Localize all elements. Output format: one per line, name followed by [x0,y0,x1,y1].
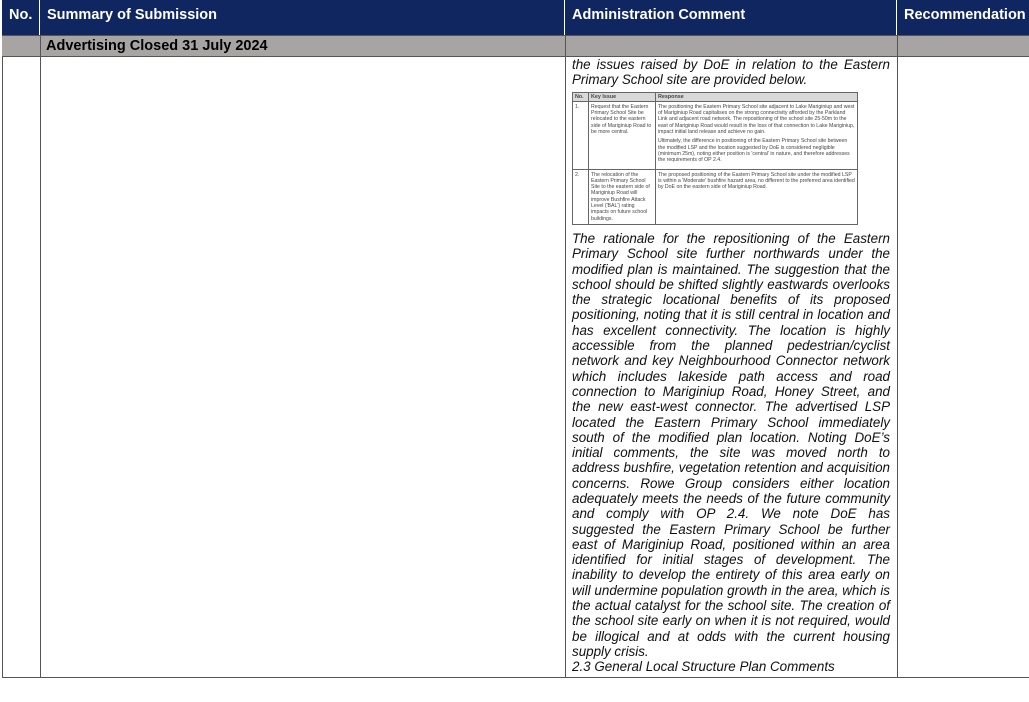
band-divider [565,35,566,57]
admin-comment-cell [572,57,890,675]
col-divider [2,57,3,677]
inner-row-issue: Request that the Eastern Primary School Site be relocated to the eastern side of Mariginiup Road to be more central. [589,101,656,169]
key-issue-table [572,92,858,225]
col-divider [565,57,566,677]
inner-header-response: Response [656,92,858,101]
header-admin-label: Administration Comment [572,7,746,23]
inner-header-issue: Key Issue [589,92,656,101]
header-admin [565,0,897,35]
band-divider [40,35,41,57]
inner-row-response-para: Ultimately, the difference in positioning of the Eastern Primary School site between the modified LSP and the location suggested by DoE is considered negligible (minimum 25m), noting either position is 'central' in nature, and therefore addresses the requirements of OP 2.4. [658,138,850,164]
inner-row-no: 1. [573,101,589,169]
table-row [573,101,858,169]
admin-comment-paragraph: The rationale for the repositioning of the Eastern Primary School site further northwards under the modified plan is maintained. The suggestion that the school should be shifted slightly eastwards overlooks the strategic locational benefits of its proposed positioning, noting that it is still central in location and has excellent connectivity. The location is highly accessible from the planned pedestrian/cyclist network and key Neighbourhood Connector network which includes lakeside path access and road connection to Mariginiup Road, Honey Street, and the new east-west connector. The advertised LSP located the Eastern Primary School immediately south of the modified plan location. Noting DoE’s initial comments, the site was moved north to address bushfire, vegetation retention and acquisition concerns. Rowe Group considers either location adequately meets the needs of the future community and comply with OP 2.4. We note DoE has suggested the Eastern Primary School be further east of Mariginiup Road, positioned within an area identified for initial stages of development. The inability to develop the entirety of this area early on will undermine population growth in the area, which is the actual catalyst for the school site. The creation of the school site early on when it is not required, would be illogical and at odds with the current housing supply crisis. [572,230,890,659]
header-summary [40,0,565,35]
table-row [573,169,858,224]
section-band-label: Advertising Closed 31 July 2024 [46,38,268,54]
inner-row-no: 2. [573,169,589,224]
inner-row-response [656,169,858,224]
inner-row-response [656,101,858,169]
inner-row-response-para: The proposed positioning of the Eastern Primary School site under the modified LSP is within a 'Moderate' bushfire hazard area, no different to the preferred area identified by DoE on the eastern side of Mariginiup Road. [658,171,855,191]
header-no [2,0,40,35]
admin-comment-lead: the issues raised by DoE in relation to the Eastern Primary School site are provided below. [572,57,890,88]
header-recommendation-label: Recommendation [904,7,1026,23]
col-divider [897,57,898,677]
next-section-heading: 2.3 General Local Structure Plan Comments [572,659,835,675]
header-recommendation [897,0,1029,35]
inner-header-no: No. [573,92,589,101]
inner-row-issue: The relocation of the Eastern Primary School Site to the eastern side of Mariginiup Road will improve Bushfire Attack Level ('BAL') rating impacts on future school buildings. [589,169,656,224]
inner-row-response-para: The positioning the Eastern Primary School site adjacent to Lake Mariginiup and west of Mariginiup Road capitalises on the strong connectivity afforded by the Parkland Link and adjacent road network. The repositioning of the school site 25-50m to the east of Mariginiup Road would result in the loss of that connection to Lake Mariginiup, impact initial land release and achieve no gain. [658,103,855,136]
band-divider [897,35,898,57]
col-divider [40,57,41,677]
header-summary-label: Summary of Submission [47,7,218,23]
header-no-label: No. [9,7,33,23]
